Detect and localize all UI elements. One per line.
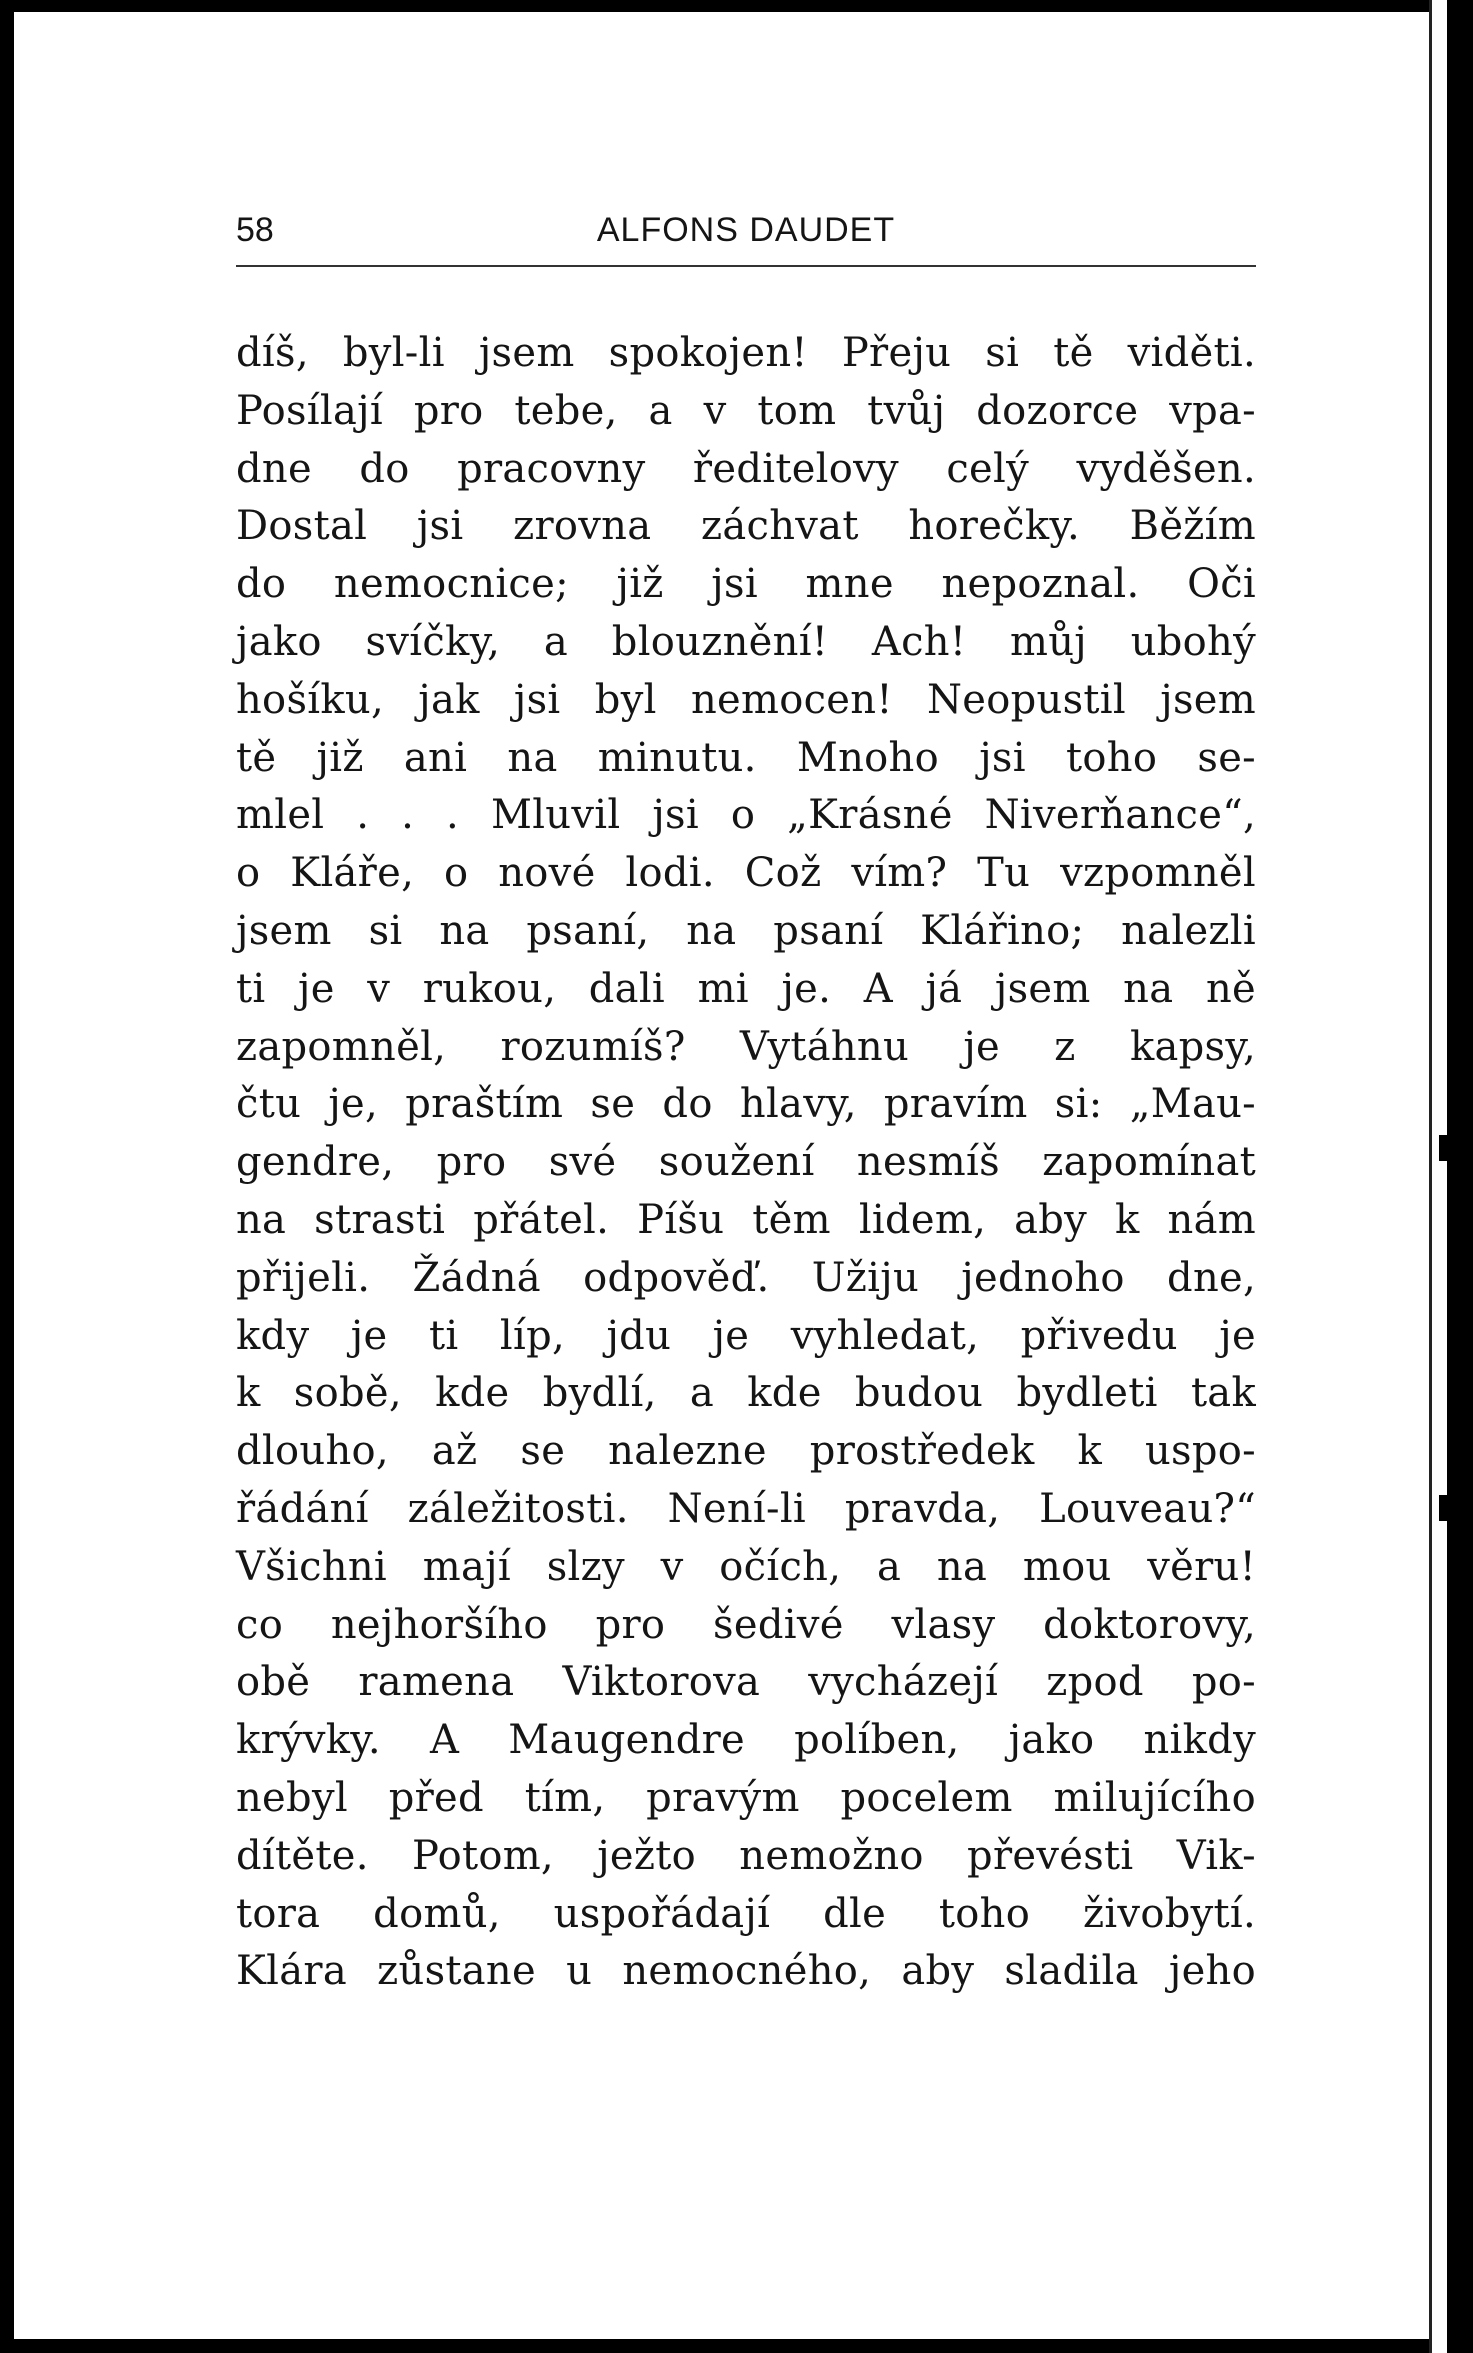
text-line: o Kláře, o nové lodi. Což vím? Tu vzpomněl xyxy=(236,850,1256,897)
scan-border-right xyxy=(1447,0,1473,2353)
text-line: co nejhoršího pro šedivé vlasy doktorovy, xyxy=(236,1601,1256,1648)
text-line: tora domů, uspořádají dle toho živobytí. xyxy=(236,1890,1256,1937)
text-line: k sobě, kde bydlí, a kde budou bydleti tak xyxy=(236,1370,1256,1417)
text-line: ti je v rukou, dali mi je. A já jsem na ně xyxy=(236,965,1256,1012)
text-line: zapomněl, rozumíš? Vytáhnu je z kapsy, xyxy=(236,1023,1256,1070)
text-line: díš, byl-li jsem spokojen! Přeju si tě viděti. xyxy=(236,330,1256,376)
text-line: řádání záležitosti. Není-li pravda, Louveau?“ xyxy=(236,1485,1256,1532)
text-line: dítěte. Potom, ježto nemožno převésti Vik- xyxy=(236,1832,1256,1879)
text-line: čtu je, praštím se do hlavy, pravím si: „Mau- xyxy=(236,1081,1256,1128)
page-tab-mark xyxy=(1439,1495,1473,1521)
running-head: ALFONS DAUDET xyxy=(596,211,896,249)
text-line: jsem si na psaní, na psaní Klářino; nalezli xyxy=(236,907,1256,954)
page-header xyxy=(236,195,1256,267)
text-line: krývky. A Maugendre políben, jako nikdy xyxy=(236,1717,1256,1764)
text-line: na strasti přátel. Píšu těm lidem, aby k nám xyxy=(236,1196,1256,1243)
text-line: do nemocnice; již jsi mne nepoznal. Oči xyxy=(236,561,1256,608)
header-rule xyxy=(236,265,1256,267)
page-tab-mark xyxy=(1439,1135,1473,1161)
book-page xyxy=(236,195,1256,2001)
text-line: dne do pracovny ředitelovy celý vyděšen. xyxy=(236,445,1256,492)
page-number: 58 xyxy=(236,211,274,249)
text-line: dlouho, až se nalezne prostředek k uspo- xyxy=(236,1428,1256,1475)
body-text xyxy=(236,325,1256,2001)
text-line: obě ramena Viktorova vycházejí zpod po- xyxy=(236,1659,1256,1706)
text-line: přijeli. Žádná odpověď. Užiju jednoho dne, xyxy=(236,1254,1256,1301)
text-line: tě již ani na minutu. Mnoho jsi toho se- xyxy=(236,734,1256,781)
text-line: Dostal jsi zrovna záchvat horečky. Běžím xyxy=(236,503,1256,550)
text-line: nebyl před tím, pravým pocelem milujícího xyxy=(236,1774,1256,1821)
text-line: gendre, pro své soužení nesmíš zapomínat xyxy=(236,1139,1256,1186)
text-line: Posílají pro tebe, a v tom tvůj dozorce vpa- xyxy=(236,387,1256,434)
text-line: Klára zůstane u nemocného, aby sladila jeho xyxy=(236,1948,1256,1995)
text-line: mlel . . . Mluvil jsi o „Krásné Niverňance“, xyxy=(236,792,1256,839)
text-line: hošíku, jak jsi byl nemocen! Neopustil jsem xyxy=(236,676,1256,723)
text-line: jako svíčky, a blouznění! Ach! můj ubohý xyxy=(236,618,1256,665)
text-line: Všichni mají slzy v očích, a na mou věru! xyxy=(236,1543,1256,1590)
text-line: kdy je ti líp, jdu je vyhledat, přivedu je xyxy=(236,1312,1256,1359)
page-edge xyxy=(1429,0,1447,2353)
